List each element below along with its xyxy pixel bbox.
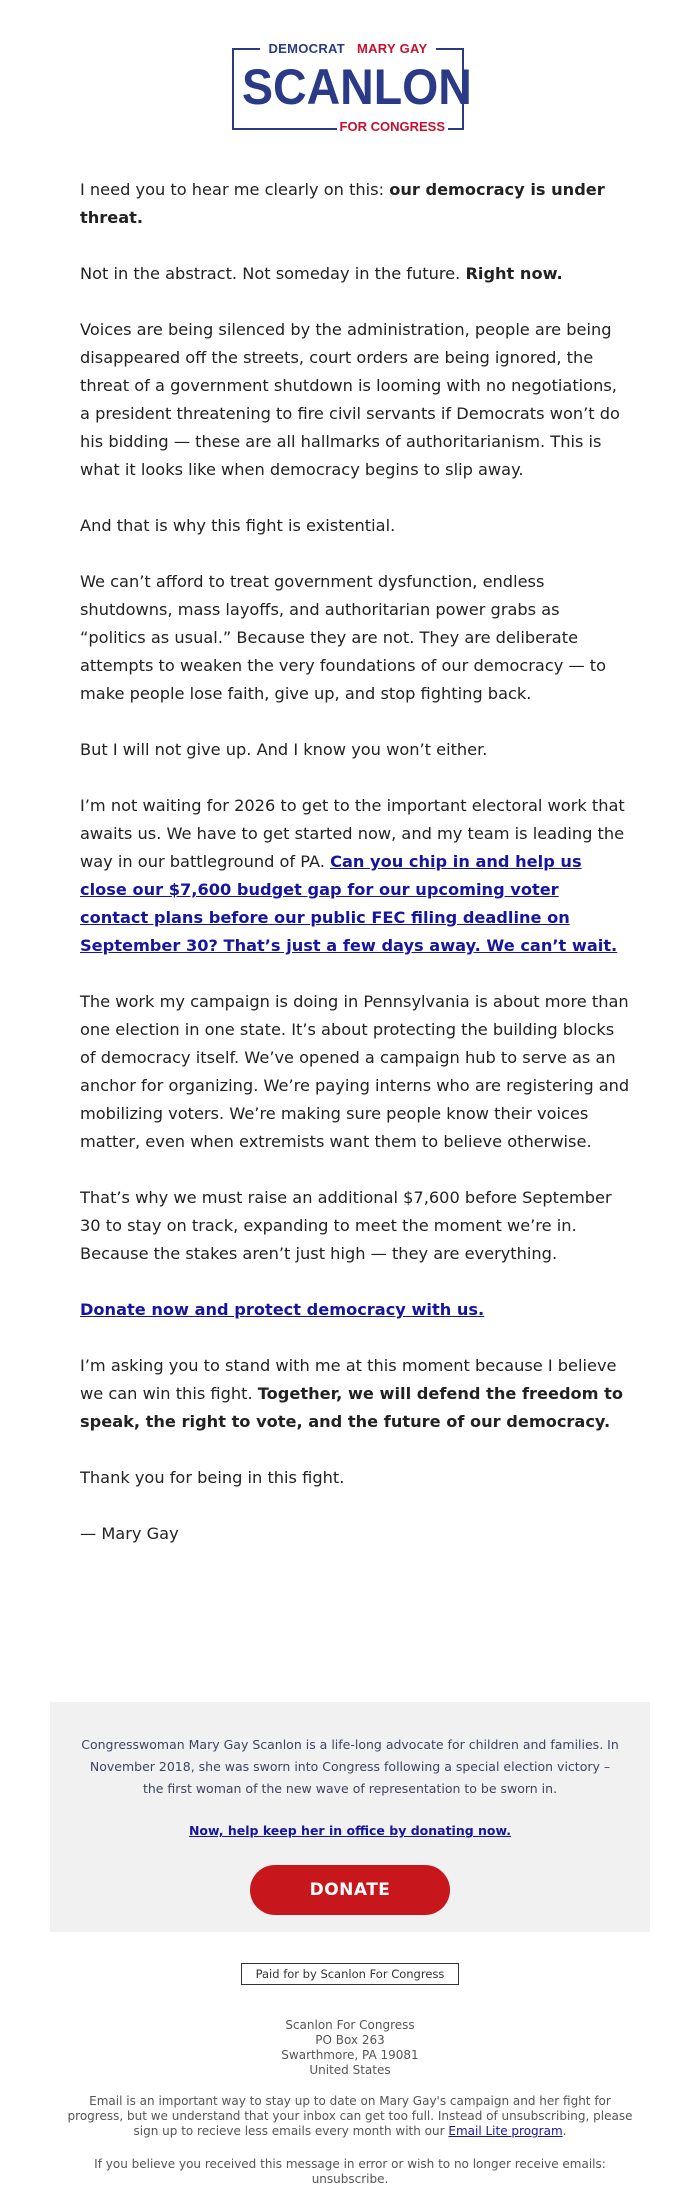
address-line: PO Box 263 xyxy=(315,2033,385,2047)
paid-for-disclaimer: Paid for by Scanlon For Congress xyxy=(241,1963,459,1985)
paragraph: I’m asking you to stand with me at this moment because I believe we can win this fight. Together, we will defend the freedom to speak, the right to vote, and the future of our democracy. xyxy=(80,1356,624,1431)
paragraph: And that is why this fight is existential. xyxy=(80,516,396,535)
logo-tagline: FOR CONGRESS xyxy=(337,120,448,133)
address-line: Swarthmore, PA 19081 xyxy=(281,2048,419,2062)
paragraph: Not in the abstract. Not someday in the future. Right now. xyxy=(80,264,563,283)
paragraph: Thank you for being in this fight. xyxy=(80,1468,345,1487)
chip-in-link[interactable]: Can you chip in and help us close our $7,600 budget gap for our upcoming voter contact plans before our public FEC filing deadline on September 30? That’s just a few days away. We can’t wait. xyxy=(80,852,618,955)
paragraph: Voices are being silenced by the administration, people are being disappeared off the streets, court orders are being ignored, the threat of a government shutdown is looming with no negotiations, a president threatening to fire civil servants if Democrats won’t do his bidding — these are all hallmarks of authoritarianism. This is what it looks like when democracy begins to slip away. xyxy=(80,320,620,479)
address-line: United States xyxy=(309,2063,391,2077)
email-lite-link[interactable]: Email Lite program xyxy=(448,2124,563,2138)
paragraph xyxy=(80,1296,630,1324)
donate-button[interactable]: DONATE xyxy=(250,1865,450,1915)
paragraph: The work my campaign is doing in Pennsylvania is about more than one election in one state. It’s about protecting the building blocks of democracy itself. We’ve opened a campaign hub to serve as an anchor for organizing. We’re paying interns who are registering and mobilizing voters. We’re making sure people know their voices matter, even when extremists want them to believe otherwise. xyxy=(80,992,630,1151)
donate-now-link[interactable]: Donate now and protect democracy with us. xyxy=(80,1300,485,1319)
letter-body xyxy=(80,176,630,1576)
signoff: — Mary Gay xyxy=(80,1524,179,1543)
email-notice: Email is an important way to stay up to date on Mary Gay's campaign and her fight for progress, but we understand that your inbox can get too full. Instead of unsubscribing, please sign up to recieve less emails every month with our Email Lite program. xyxy=(67,2094,633,2138)
address-line: Scanlon For Congress xyxy=(285,2018,415,2032)
bio-text: Congresswoman Mary Gay Scanlon is a life-long advocate for children and families. In November 2018, she was sworn into Congress following a special election victory – the first woman of the new wave of representation to be sworn in. xyxy=(81,1737,619,1796)
paragraph: But I will not give up. And I know you won’t either. xyxy=(80,740,488,759)
logo-top-line: DEMOCRAT MARY GAY xyxy=(234,42,462,55)
keep-in-office-link[interactable]: Now, help keep her in office by donating now. xyxy=(188,1823,512,1838)
mailing-address xyxy=(0,2018,700,2078)
unsubscribe-notice[interactable]: If you believe you received this message in error or wish to no longer receive emails: unsubscribe. xyxy=(94,2157,606,2186)
paragraph: I’m not waiting for 2026 to get to the important electoral work that awaits us. We have to get started now, and my team is leading the way in our battleground of PA. Can you chip in and help us close our $7,600 budget gap for our upcoming voter contact plans before our public FEC filing deadline on September 30? That’s just a few days away. We can’t wait. xyxy=(80,796,625,955)
about-box xyxy=(50,1702,650,1932)
logo-name: SCANLON xyxy=(241,59,472,115)
campaign-logo xyxy=(232,41,472,134)
paragraph: We can’t afford to treat government dysfunction, endless shutdowns, mass layoffs, and authoritarian power grabs as “politics as usual.” Because they are not. They are deliberate attempts to weaken the very foundations of our democracy — to make people lose faith, give up, and stop fighting back. xyxy=(80,572,607,703)
paragraph: That’s why we must raise an additional $7,600 before September 30 to stay on track, expanding to meet the moment we’re in. Because the stakes aren’t just high — they are everything. xyxy=(80,1188,612,1263)
paragraph: I need you to hear me clearly on this: our democracy is under threat. xyxy=(80,180,605,227)
